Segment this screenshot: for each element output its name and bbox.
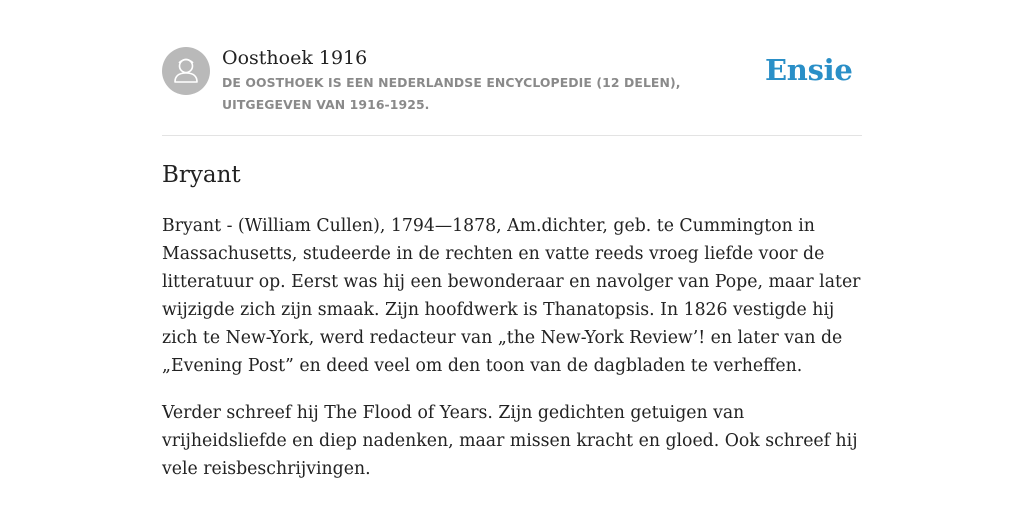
avatar[interactable] (162, 47, 210, 95)
source-title[interactable]: Oosthoek 1916 (222, 47, 368, 69)
article-title: Bryant (162, 162, 241, 188)
article-paragraph: Bryant - (William Cullen), 1794—1878, Am.dichter, geb. te Cummington in Massachusetts, studeerde in de rechten en vatte reeds vroeg liefde voor de litteratuur op. Eerst was hij een bewonderaar en navolger van Pope, maar later wijzigde zich zijn smaak. Zijn hoofdwerk is Thanatopsis. In 1826 vestigde hij zich te New-York, werd redacteur van „the New-York Review’! en later van de „Evening Post” en deed veel om den toon van de dagbladen te verheffen. (162, 216, 861, 376)
article-body (162, 212, 868, 502)
user-icon (162, 47, 210, 95)
article-paragraph: Verder schreef hij The Flood of Years. Zijn gedichten getuigen van vrijheidsliefde en diep nadenken, maar missen kracht en gloed. Ook schreef hij vele reisbeschrijvingen. (162, 403, 858, 479)
ensie-logo[interactable]: Ensie (765, 53, 853, 87)
source-description: DE OOSTHOEK IS EEN NEDERLANDSE ENCYCLOPEDIE (12 DELEN), UITGEGEVEN VAN 1916-1925. (222, 75, 681, 112)
source-header (162, 44, 862, 136)
